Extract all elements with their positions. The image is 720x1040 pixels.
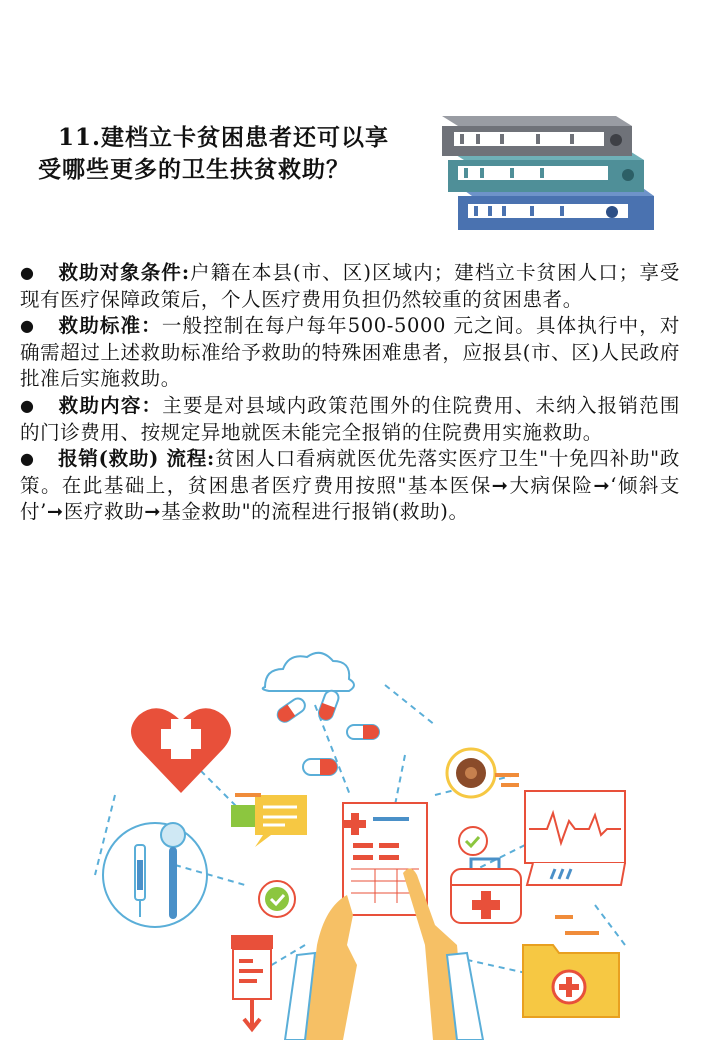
item-sep: : (181, 261, 190, 284)
item-eligibility (20, 260, 680, 313)
folder-stack-icon (440, 108, 665, 233)
cloud-icon (263, 653, 354, 691)
item-text: 主要是对县域内政策范围外的住院费用、未纳入报销范围的门诊费用、按规定异地就医未能完全报销的住院费用实施救助。 (20, 393, 680, 444)
item-process (20, 446, 680, 526)
medicine-bottle-icon (231, 935, 273, 1029)
title-line-2: 受哪些更多的卫生扶贫救助？ (38, 156, 350, 183)
item-scope (20, 393, 680, 446)
pill-icons (275, 689, 379, 775)
item-label: 救助标准： (58, 314, 162, 338)
title-line-1: 11.建档立卡贫困患者还可以享 (58, 124, 390, 151)
medical-tools-icon (103, 823, 207, 927)
first-aid-kit-icon (451, 859, 521, 923)
policy-content (20, 260, 680, 526)
folder-teal (448, 150, 644, 192)
item-label: 报销(救助) 流程: (58, 447, 215, 471)
coffee-icon (447, 749, 519, 797)
bullet-icon: ● (20, 395, 35, 415)
page-title (38, 122, 438, 186)
medical-folder-icon (523, 945, 619, 1017)
item-label: 救助内容： (58, 393, 163, 417)
bullet-icon: ● (20, 449, 35, 469)
item-text: 一般控制在每户每年500-5000 元之间。具体执行中，对确需超过上述救助标准给予救助的特殊困难患者，应报县(市、区)人民政府批准后实施救助。 (20, 314, 680, 391)
bullet-icon: ● (20, 263, 35, 282)
folder-gray (442, 116, 632, 156)
item-text: 贫困人口看病就医优先落实医疗卫生"十免四补助"政策。在此基础上，贫困患者医疗费用按照"基本医保➞大病保险➞‘倾斜支付’➞医疗救助➞基金救助"的流程进行报销(救助)。 (20, 447, 680, 524)
chat-bubble-icon (231, 795, 307, 847)
item-text: 户籍在本县(市、区)区域内；建档立卡贫困人口；享受现有医疗保障政策后，个人医疗费用负担仍然较重的贫困患者。 (20, 261, 680, 311)
ecg-monitor-icon (525, 791, 625, 885)
check-circle-icon (259, 881, 295, 917)
bullet-icon: ● (20, 316, 35, 336)
item-standard (20, 313, 680, 393)
folder-blue (458, 186, 654, 230)
item-label: 救助对象条件 (58, 261, 182, 284)
heart-icon (131, 708, 231, 793)
medical-illustration (85, 645, 645, 1040)
